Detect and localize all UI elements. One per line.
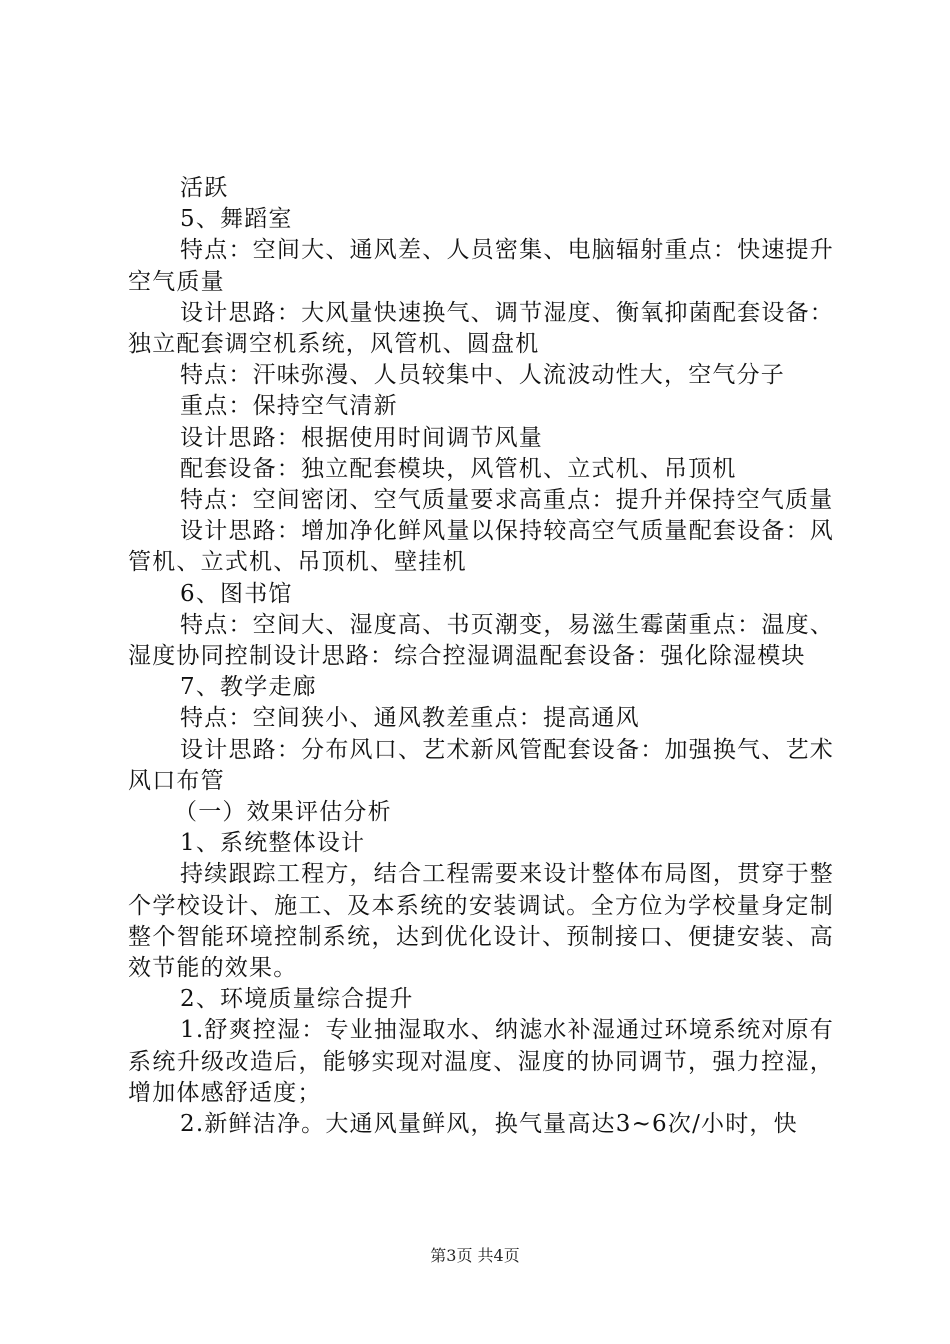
paragraph: （一）效果评估分析 xyxy=(174,799,392,826)
paragraph: 1.舒爽控湿：专业抽湿取水、纳滤水补湿通过环境系统对原有系统升级改造后，能够实现对温度、湿度的协同调节，强力控湿，增加体感舒适度； xyxy=(128,1017,834,1106)
paragraph: 重点：保持空气清新 xyxy=(180,393,398,420)
paragraph: 2.新鲜洁净。大通风量鲜风，换气量高达3~6次/小时，快 xyxy=(180,1111,798,1138)
paragraph: 特点：空间密闭、空气质量要求高重点：提升并保持空气质量 xyxy=(180,487,834,514)
paragraph: 7、教学走廊 xyxy=(180,674,317,701)
paragraph: 持续跟踪工程方，结合工程需要来设计整体布局图，贯穿于整个学校设计、施工、及本系统的安装调试。全方位为学校量身定制整个智能环境控制系统，达到优化设计、预制接口、便捷安装、高效节能的效果。 xyxy=(128,861,834,982)
paragraph: 特点：空间大、通风差、人员密集、电脑辐射重点：快速提升空气质量 xyxy=(128,237,834,295)
page-footer: 第3页 共4页 xyxy=(430,1246,520,1265)
document-body xyxy=(128,173,834,1140)
paragraph: 特点：汗味弥漫、人员较集中、人流波动性大，空气分子 xyxy=(180,362,785,389)
paragraph: 1、系统整体设计 xyxy=(180,830,366,857)
paragraph: 配套设备：独立配套模块，风管机、立式机、吊顶机 xyxy=(180,455,737,482)
paragraph: 特点：空间大、湿度高、书页潮变，易滋生霉菌重点：温度、湿度协同控制设计思路：综合控湿调温配套设备：强化除湿模块 xyxy=(128,611,834,670)
paragraph: 2、环境质量综合提升 xyxy=(180,986,414,1013)
paragraph: 5、舞蹈室 xyxy=(180,206,293,233)
paragraph: 特点：空间狭小、通风教差重点：提高通风 xyxy=(180,705,640,732)
paragraph: 6、图书馆 xyxy=(180,580,293,607)
paragraph: 活跃 xyxy=(180,175,229,201)
paragraph: 设计思路：根据使用时间调节风量 xyxy=(180,424,543,451)
paragraph: 设计思路：分布风口、艺术新风管配套设备：加强换气、艺术风口布管 xyxy=(128,736,834,794)
paragraph: 设计思路：增加净化鲜风量以保持较高空气质量配套设备：风管机、立式机、吊顶机、壁挂机 xyxy=(128,518,834,576)
paragraph: 设计思路：大风量快速换气、调节湿度、衡氧抑菌配套设备：独立配套调空机系统，风管机、圆盘机 xyxy=(128,299,834,358)
